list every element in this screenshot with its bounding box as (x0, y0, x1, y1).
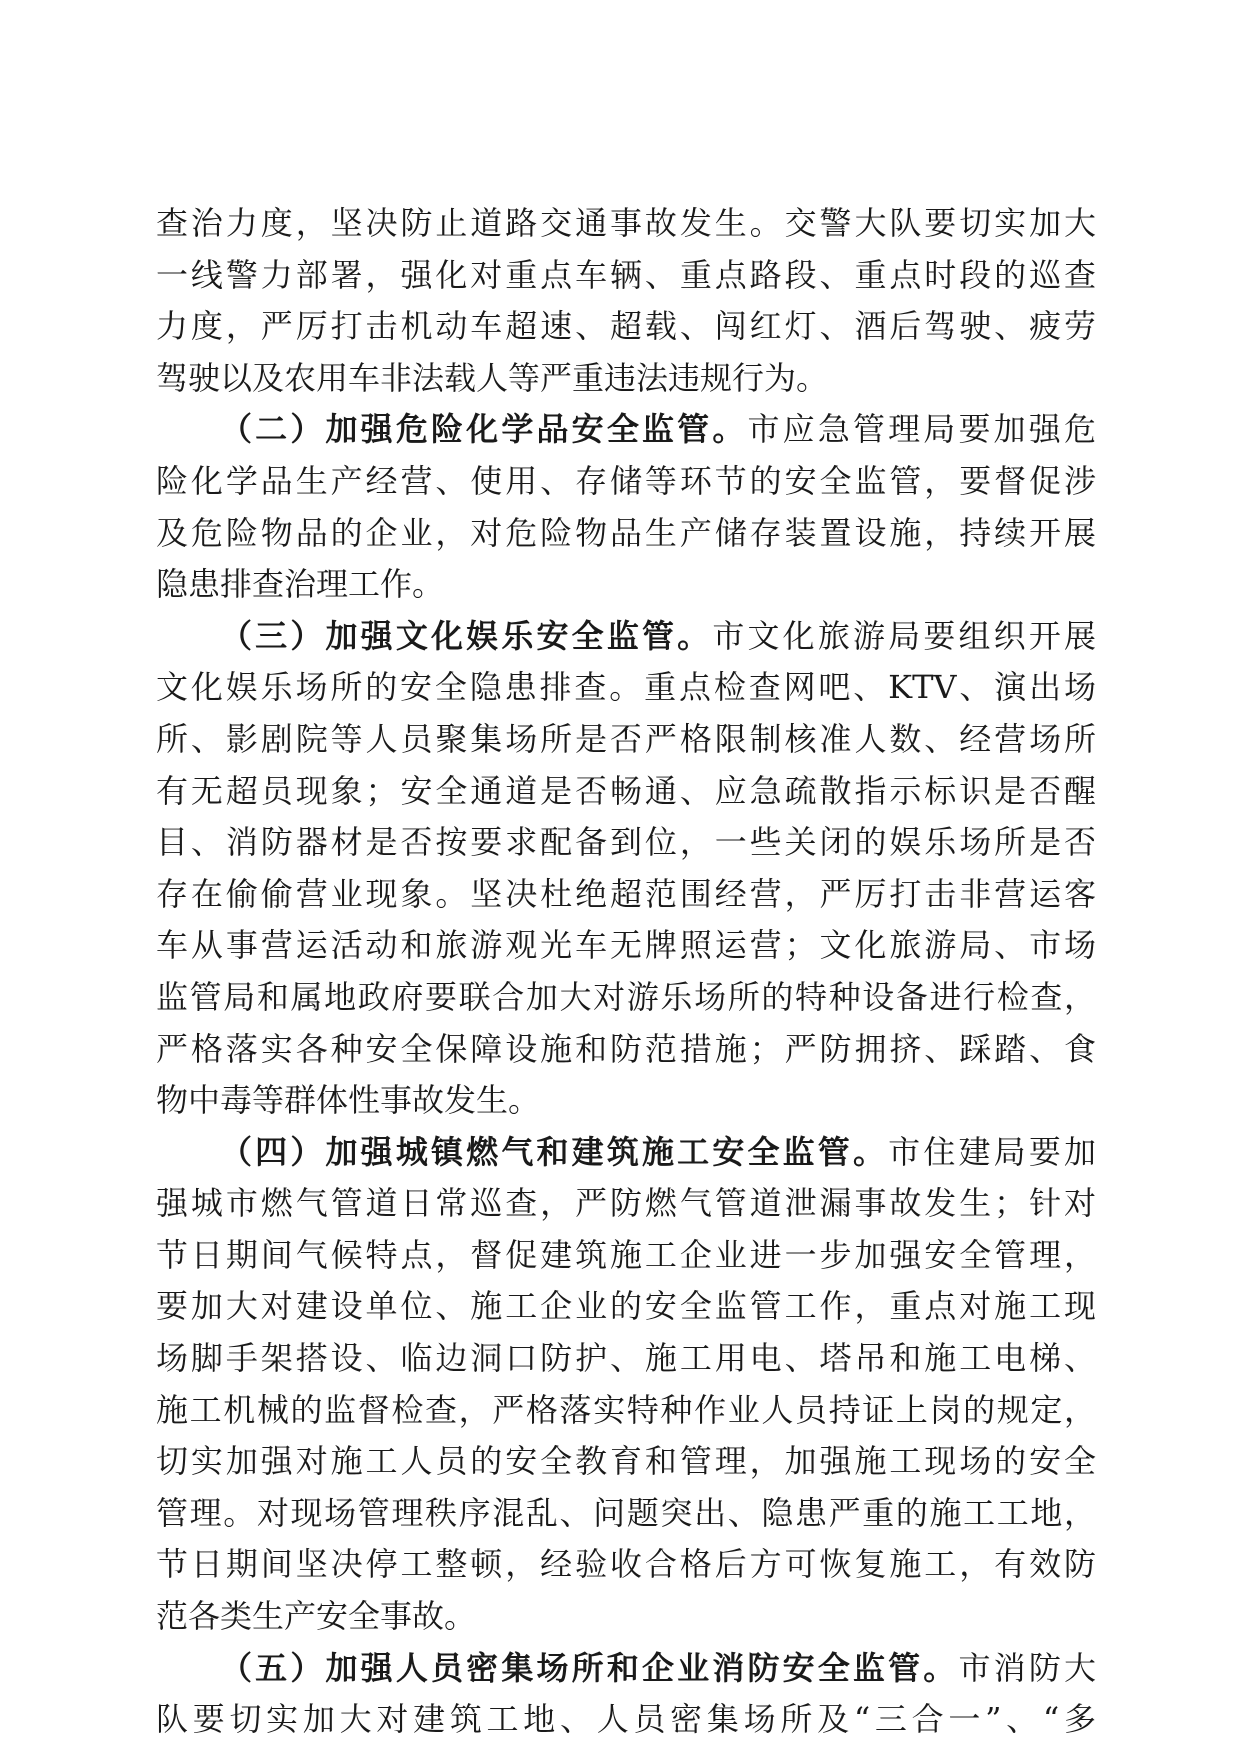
document-body (156, 198, 1096, 1746)
line-text: 场脚手架搭设、临边洞口防护、施工用电、塔吊和施工电梯、 (156, 1339, 1096, 1378)
text-line (156, 1178, 1096, 1230)
line-text: 存在偷偷营业现象。坚决杜绝超范围经营，严厉打击非营运客 (156, 874, 1096, 913)
line-text: 节日期间气候特点，督促建筑施工企业进一步加强安全管理， (156, 1235, 1096, 1274)
text-line (156, 869, 1096, 921)
line-text: 要加大对建设单位、施工企业的安全监管工作，重点对施工现 (156, 1287, 1096, 1326)
section-heading: （五）加强人员密集场所和企业消防安全监管。 (220, 1648, 959, 1687)
text-line (156, 301, 1096, 353)
text-line (156, 1075, 1096, 1127)
line-text: 监管局和属地政府要联合加大对游乐场所的特种设备进行检查， (156, 977, 1096, 1016)
line-text: 管理。对现场管理秩序混乱、问题突出、隐患严重的施工工地， (156, 1493, 1096, 1532)
line-text: 一线警力部署，强化对重点车辆、重点路段、重点时段的巡查 (156, 255, 1096, 294)
text-line (156, 1385, 1096, 1437)
text-line (156, 1539, 1096, 1591)
text-line (156, 353, 1096, 405)
line-text: 车从事营运活动和旅游观光车无牌照运营；文化旅游局、市场 (156, 926, 1096, 965)
text-line (156, 817, 1096, 869)
section-heading: （二）加强危险化学品安全监管。 (220, 410, 748, 449)
text-line (156, 662, 1096, 714)
line-text: 市消防大 (958, 1648, 1096, 1687)
line-text: 市住建局要加 (888, 1132, 1096, 1171)
text-line (156, 766, 1096, 818)
text-line (156, 1230, 1096, 1282)
line-text: 严格落实各种安全保障设施和防范措施；严防拥挤、踩踏、食 (156, 1029, 1096, 1068)
text-line (156, 714, 1096, 766)
line-text: 队要切实加大对建筑工地、人员密集场所及“三合一”、“多 (156, 1700, 1096, 1739)
section-heading-line (156, 1127, 1096, 1179)
text-line (156, 1281, 1096, 1333)
line-text: 力度，严厉打击机动车超速、超载、闯红灯、酒后驾驶、疲劳 (156, 307, 1096, 346)
section-heading-line (156, 1643, 1096, 1695)
line-text: 施工机械的监督检查，严格落实特种作业人员持证上岗的规定， (156, 1390, 1096, 1429)
line-text: 节日期间坚决停工整顿，经验收合格后方可恢复施工，有效防 (156, 1545, 1096, 1584)
line-text: 物中毒等群体性事故发生。 (156, 1081, 541, 1120)
text-line (156, 1333, 1096, 1385)
text-line (156, 920, 1096, 972)
section-heading-line (156, 611, 1096, 663)
line-text: 险化学品生产经营、使用、存储等环节的安全监管，要督促涉 (156, 461, 1096, 500)
line-text: 范各类生产安全事故。 (156, 1597, 477, 1636)
line-text: 目、消防器材是否按要求配备到位，一些关闭的娱乐场所是否 (156, 823, 1096, 862)
text-line (156, 1436, 1096, 1488)
text-line (156, 508, 1096, 560)
section-heading: （四）加强城镇燃气和建筑施工安全监管。 (220, 1132, 889, 1171)
line-text: 市文化旅游局要组织开展 (712, 616, 1096, 655)
text-line (156, 1488, 1096, 1540)
section-heading-line (156, 404, 1096, 456)
line-text: 文化娱乐场所的安全隐患排查。重点检查网吧、KTV、演出场 (156, 668, 1096, 707)
text-line (156, 198, 1096, 250)
text-line (156, 1694, 1096, 1746)
line-text: 市应急管理局要加强危 (747, 410, 1096, 449)
line-text: 所、影剧院等人员聚集场所是否严格限制核准人数、经营场所 (156, 719, 1096, 758)
line-text: 查治力度，坚决防止道路交通事故发生。交警大队要切实加大 (156, 204, 1096, 242)
text-line (156, 456, 1096, 508)
line-text: 强城市燃气管道日常巡查，严防燃气管道泄漏事故发生；针对 (156, 1184, 1096, 1223)
line-text: 切实加强对施工人员的安全教育和管理，加强施工现场的安全 (156, 1442, 1096, 1481)
text-line (156, 559, 1096, 611)
text-line (156, 1024, 1096, 1076)
line-text: 有无超员现象；安全通道是否畅通、应急疏散指示标识是否醒 (156, 771, 1096, 810)
line-text: 驾驶以及农用车非法载人等严重违法违规行为。 (156, 358, 829, 397)
text-line (156, 972, 1096, 1024)
section-heading: （三）加强文化娱乐安全监管。 (220, 616, 713, 655)
line-text: 及危险物品的企业，对危险物品生产储存装置设施，持续开展 (156, 513, 1096, 552)
text-line (156, 250, 1096, 302)
line-text: 隐患排查治理工作。 (156, 565, 445, 604)
text-line (156, 1591, 1096, 1643)
